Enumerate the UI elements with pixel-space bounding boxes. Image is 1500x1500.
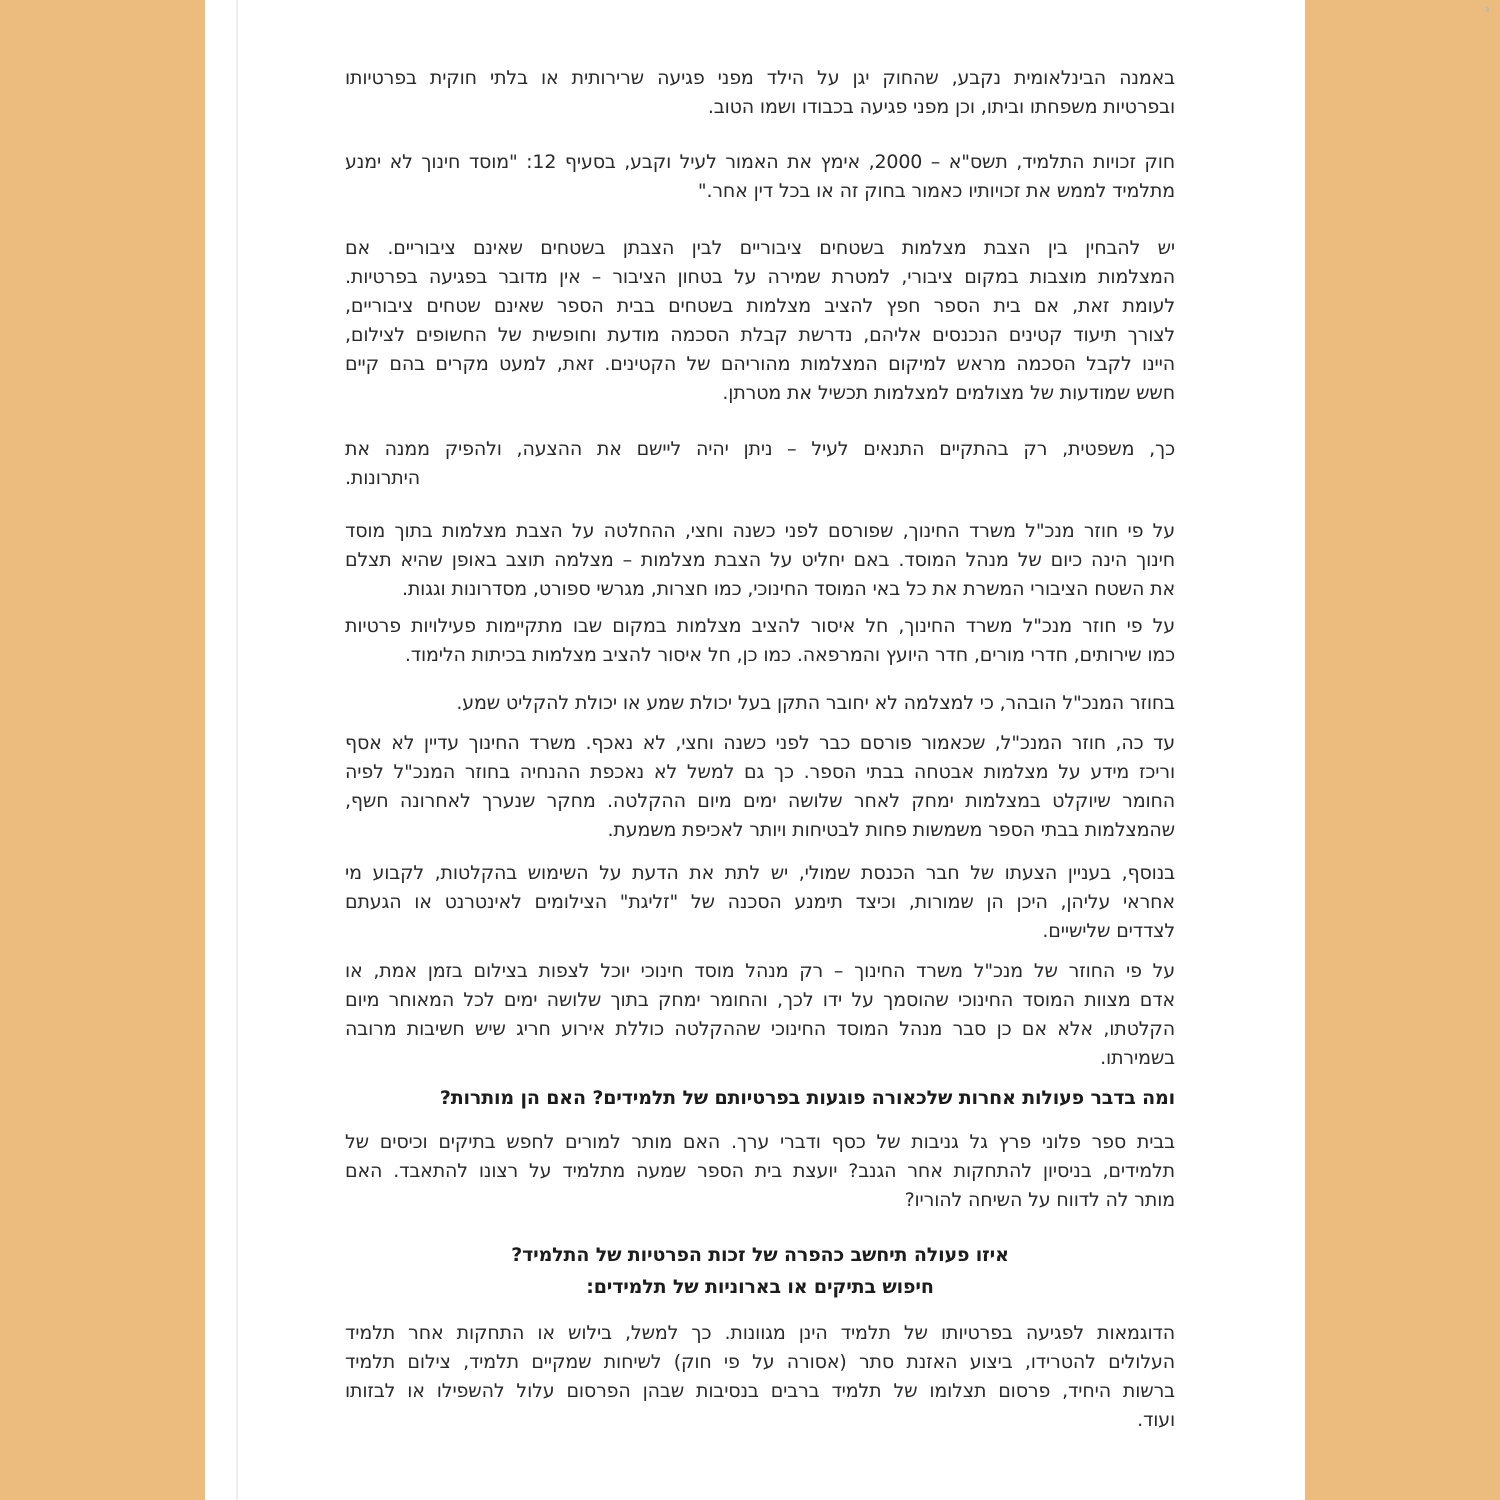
heading [345, 1239, 1175, 1303]
document-page [205, 0, 1305, 1500]
text-line: הקלטתו, אלא אם כן סבר מנהל המוסד החינוכי שההקלטה כוללת אירוע חריג שיש חשיבות מרובה [345, 1018, 1175, 1040]
paragraph [345, 1128, 1175, 1215]
scan-speck [1486, 7, 1489, 12]
heading [345, 1084, 1175, 1113]
text-line: היינו לקבל הסכמה מראש למיקום המצלמות מהוריהם של הקטינים. זאת, למעט מקרים בהם קיים [345, 353, 1175, 375]
text-line: יש להבחין בין הצבת מצלמות בשטחים ציבוריים לבין הצבתן בשטחים שאינם ציבוריים. אם [345, 237, 1175, 259]
text-line: לצדדים שלישיים. [1042, 920, 1175, 942]
paragraph [345, 612, 1175, 670]
text-line: כמו שירותים, חדרי מורים, חדר היועץ והמרפאה. כמו כן, חל איסור להציב מצלמות בכיתות הלימוד. [404, 644, 1175, 666]
text-line: ובפרטיות משפחתו וביתו, וכן מפני פגיעה בכבודו ושמו הטוב. [707, 96, 1175, 118]
text-line: כך, משפטית, רק בהתקיים התנאים לעיל – ניתן יהיה ליישם את ההצעה, ולהפיק ממנה את [345, 438, 1175, 460]
text-line: ברשות היחיד, פרסום תצלומו של תלמיד ברבים בנסיבות שבהן הפרסום עלול להשפילו או לבזותו [345, 1380, 1175, 1402]
paragraph [345, 517, 1175, 604]
paragraph [345, 957, 1175, 1073]
text-line: חוק זכויות התלמיד, תשס"א – 2000, אימץ את האמור לעיל וקבע, בסעיף 12: "מוסד חינוך לא ימנע [345, 151, 1175, 173]
text-line: שהמצלמות בבתי הספר משמשות פחות לבטיחות ויותר לאכיפת משמעת. [607, 819, 1175, 841]
text-line: וריכז מידע על מצלמות אבטחה בבתי הספר. כך גם למשל לא נאכפת ההנחיה בחוזר המנכ"ל לפיה [345, 761, 1175, 783]
paragraph [345, 1319, 1175, 1435]
text-column [345, 64, 1175, 1435]
text-line: על פי החוזר של מנכ"ל משרד החינוך – רק מנהל מוסד חינוכי יוכל לצפות בצילום בזמן אמת, או [345, 960, 1175, 982]
text-line: בשמירתו. [1100, 1047, 1175, 1069]
text-line: בבית ספר פלוני פרץ גל גניבות של כסף ודברי ערך. האם מותר למורים לחפש בתיקים וכיסים של [345, 1131, 1175, 1153]
text-line: על פי חוזר מנכ"ל משרד החינוך, שפורסם לפני כשנה וחצי, ההחלטה על הצבת מצלמות בתוך מוסד [345, 520, 1175, 542]
text-line: את השטח הציבורי המשרת את כל באי המוסד החינוכי, כמו חצרות, מגרשי ספורט, מסדרונות וגגות. [401, 578, 1175, 600]
text-line: אחראי עליהן, היכן הן שמורות, וכיצד תימנע הסכנה של "זליגת" הצילומים לאינטרנט או הגעתם [345, 891, 1175, 913]
text-line: ועוד. [1137, 1409, 1175, 1431]
text-line: חינוך הינה כיום של מנהל המוסד. באם יחליט על הצבת מצלמות – מצלמה תוצב באופן שהיא תצלם [345, 549, 1175, 571]
text-line: על פי חוזר מנכ"ל משרד החינוך, חל איסור להציב מצלמות במקום שבו מתקיימות פעילויות פרטיות [345, 615, 1175, 637]
text-line: ומה בדבר פעולות אחרות שלכאורה פוגעות בפרטיותם של תלמידים? האם הן מותרות? [439, 1087, 1175, 1109]
paragraph [345, 64, 1175, 122]
text-line: מותר לה לדווח על השיחה להוריו? [904, 1189, 1175, 1211]
text-line: לצורך תיעוד קטינים הנכנסים אליהם, נדרשת קבלת הסכמה מודעת וחופשית של החשופים לצילום, [345, 324, 1175, 346]
paragraph [345, 435, 1175, 493]
text-line: בחוזר המנכ"ל הובהר, כי למצלמה לא יחובר התקן בעל יכולת שמע או יכולת להקליט שמע. [456, 692, 1175, 714]
text-line: באמנה הבינלאומית נקבע, שהחוק יגן על הילד מפני פגיעה שרירותית או בלתי חוקית בפרטיותו [345, 67, 1175, 89]
paragraph [345, 859, 1175, 946]
paragraph [345, 234, 1175, 408]
text-line: בנוסף, בעניין הצעתו של חבר הכנסת שמולי, יש לתת את הדעת על השימוש בהקלטות, לקבוע מי [345, 862, 1175, 884]
text-line: היתרונות. [345, 467, 421, 489]
text-line: תלמידים, בניסיון להתחקות אחר הגנב? יועצת בית הספר שמעה מתלמיד על רצונו להתאבד. האם [345, 1160, 1175, 1182]
paragraph [345, 148, 1175, 206]
text-line: אדם מצוות המוסד החינוכי שהוסמך על ידו לכך, והחומר ימחק בתוך שלושה ימים לכל המאוחר מיום [345, 989, 1175, 1011]
text-line: חיפוש בתיקים או בארוניות של תלמידים: [586, 1276, 934, 1298]
text-line: המצלמות מוצבות במקום ציבורי, למטרת שמירה על בטחון הציבור – אין מדובר בפגיעה בפרטיות. [345, 266, 1175, 288]
text-line: איזו פעולה תיחשב כהפרה של זכות הפרטיות של התלמיד? [511, 1244, 1009, 1266]
text-line: העלולים להטרידו, ביצוע האזנת סתר (אסורה על פי חוק) לשיחות שמקיים תלמיד, צילום תלמיד [345, 1351, 1175, 1373]
text-line: מתלמיד לממש את זכויותיו כאמור בחוק זה או בכל דין אחר." [697, 180, 1175, 202]
scan-edge-line [236, 0, 238, 1500]
paragraph [345, 689, 1175, 718]
paragraph [345, 729, 1175, 845]
text-line: עד כה, חוזר המנכ"ל, שכאמור פורסם כבר לפני כשנה וחצי, לא נאכף. משרד החינוך עדיין לא אסף [345, 732, 1175, 754]
text-line: לעומת זאת, אם בית הספר חפץ להציב מצלמות בשטחים בבית הספר שאינם שטחים ציבוריים, [345, 295, 1175, 317]
text-line: החומר שיוקלט במצלמות ימחק לאחר שלושה ימים מיום ההקלטה. מחקר שנערך לאחרונה חשף, [345, 790, 1175, 812]
text-line: חשש שמודעות של מצולמים למצלמות תכשיל את מטרתן. [722, 382, 1175, 404]
text-line: הדוגמאות לפגיעה בפרטיותו של תלמיד הינן מגוונות. כך למשל, בילוש או התחקות אחר תלמיד [345, 1322, 1175, 1344]
